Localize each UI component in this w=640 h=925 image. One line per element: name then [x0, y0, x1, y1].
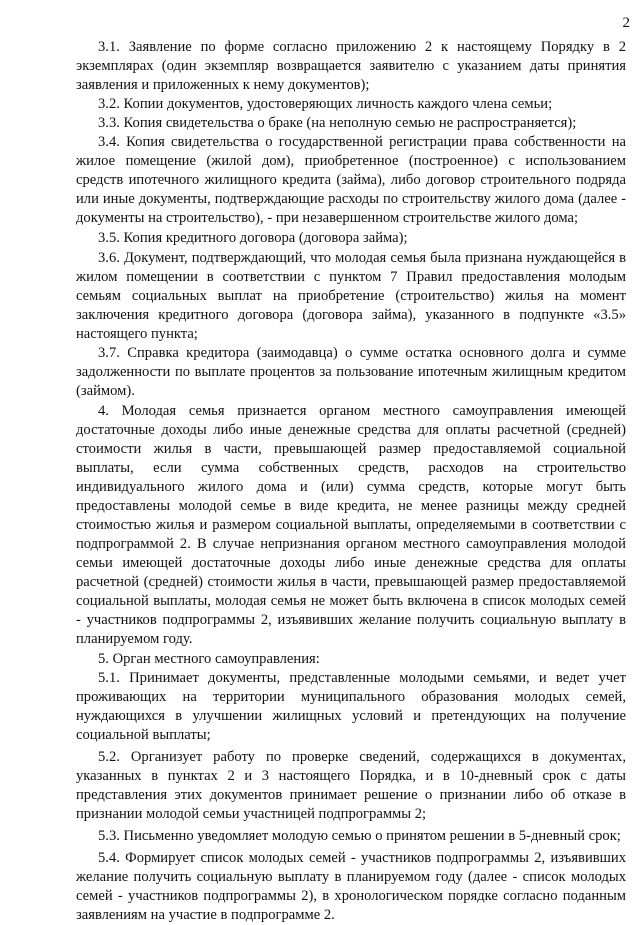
paragraph-3-4: 3.4. Копия свидетельства о государственной регистрации права собственности на жилое помещение (жилой дом), приобретенное (построенное) с использованием средств ипотечного жилищного кредита (займа), либо договор строительного подряда или иные документы, подтверждающие расходы по строительству жилого дома (далее - документы на строительство), - при незавершенном строительстве жилого дома; — [76, 134, 626, 227]
paragraph-3-5: 3.5. Копия кредитного договора (договора займа); — [98, 230, 408, 247]
paragraph-5-2: 5.2. Организует работу по проверке сведений, содержащихся в документах, указанных в пунктах 2 и 3 настоящего Порядка, и в 10-дневный срок с даты представления этих документов принимает решение о признании либо об отказе в признании молодой семьи участницей подпрограммы 2; — [76, 748, 626, 822]
paragraph-3-6: 3.6. Документ, подтверждающий, что молодая семья была признана нуждающейся в жилом помещении в соответствии с пунктом 7 Правил предоставления молодым семьям социальных выплат на приобретение (строительство) жилья на момент заключения кредитного договора (договора займа), указанного в подпункте «3.5» настоящего пункта; — [76, 249, 626, 342]
page-number: 2 — [622, 15, 630, 31]
paragraph-3-1: 3.1. Заявление по форме согласно приложению 2 к настоящему Порядку в 2 экземплярах (один экземпляр возвращается заявителю с указанием даты принятия заявления и приложенных к нему документов); — [76, 39, 626, 94]
paragraph-5-1: 5.1. Принимает документы, представленные молодыми семьями, и ведет учет проживающих на территории муниципального образования молодых семей, нуждающихся в улучшении жилищных условий и претендующих на получение социальной выплаты; — [76, 669, 626, 743]
paragraph-5-3: 5.3. Письменно уведомляет молодую семью о принятом решении в 5-дневный срок; — [98, 827, 621, 844]
paragraph-3-3: 3.3. Копия свидетельства о браке (на неполную семью не распространяется); — [98, 115, 577, 132]
document-body — [76, 38, 626, 925]
paragraph-4: 4. Молодая семья признается органом местного самоуправления имеющей достаточные доходы либо иные денежные средства для оплаты расчетной (средней) стоимости жилья в части, превышающей размер предоставляемой социальной выплаты, если сумма собственных средств, расходов на строительство индивидуального жилого дома и (или) сумма средств, которые могут быть предоставлены молодой семье в виде кредита, не менее разницы между средней стоимостью жилья и размером социальной выплаты, определяемыми в соответствии с подпрограммой 2. В случае непризнания органом местного самоуправления молодой семьи имеющей достаточные доходы либо иные денежные средства для оплаты расчетной (средней) стоимости жилья в части, превышающей размер предоставляемой социальной выплаты, молодая семья не может быть включена в список молодых семей - участников подпрограммы 2, изъявивших желание получить социальную выплату в планируемом году. — [76, 402, 626, 648]
paragraph-5-4: 5.4. Формирует список молодых семей - участников подпрограммы 2, изъявивших желание получить социальную выплату в планируемом году (далее - список молодых семей - участников подпрограммы 2), в хронологическом порядке согласно поданным заявлениям на участие в подпрограмме 2. — [76, 849, 626, 924]
paragraph-5: 5. Орган местного самоуправления: — [98, 650, 320, 667]
paragraph-3-2: 3.2. Копии документов, удостоверяющих личность каждого члена семьи; — [98, 96, 553, 113]
paragraph-3-7: 3.7. Справка кредитора (заимодавца) о сумме остатка основного долга и сумме задолженности по выплате процентов за пользование ипотечным жилищным кредитом (займом). — [76, 344, 626, 399]
